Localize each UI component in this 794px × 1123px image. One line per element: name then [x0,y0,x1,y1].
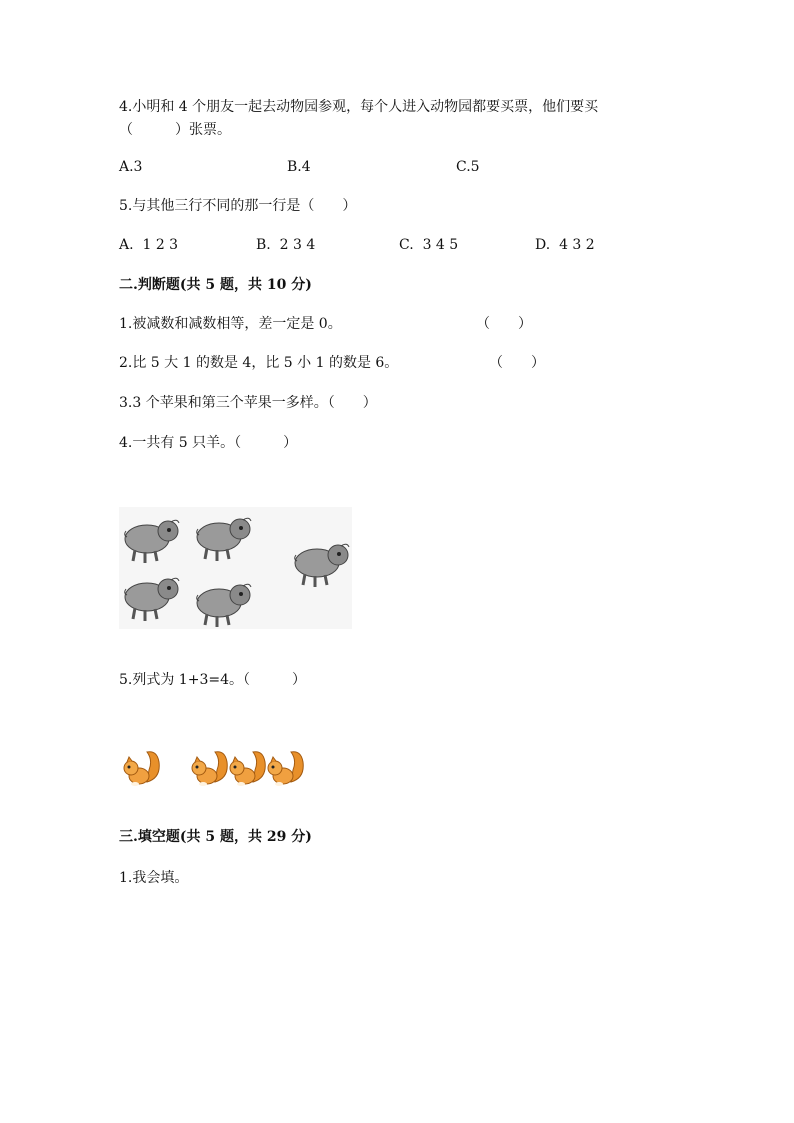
squirrel-icon [230,752,265,786]
q5-stem: 5.与其他三行不同的那一行是（ ） [119,198,357,214]
judge-item-1-answer-blank: （ ） [476,316,532,332]
judge-item-3: 3.3 个苹果和第三个苹果一多样。（ ） [119,395,377,411]
fill-item-1: 1.我会填。 [119,870,189,886]
judge-item-2: 2.比 5 大 1 的数是 4，比 5 小 1 的数是 6。 [119,355,399,371]
sheep-icon [197,584,251,627]
squirrel-icon [268,752,303,786]
squirrel-picture [119,746,309,788]
sheep-icon [197,518,251,561]
squirrel-icon [192,752,227,786]
q5-option-a: A. 1 2 3 [119,237,179,253]
judge-item-5: 5.列式为 1+3=4。（ ） [119,672,306,688]
q5-option-c: C. 3 4 5 [399,237,459,253]
sheep-picture [119,507,352,629]
judge-item-2-answer-blank: （ ） [489,355,545,371]
sheep-icon [295,544,349,587]
q4-stem-line1: 4.小明和 4 个朋友一起去动物园参观，每个人进入动物园都要买票，他们要买 [119,99,599,115]
q4-stem-line2: （ ）张票。 [119,122,231,138]
judge-item-4: 4.一共有 5 只羊。（ ） [119,435,298,451]
q5-option-b: B. 2 3 4 [256,237,316,253]
q5-option-d: D. 4 3 2 [535,237,595,253]
section3-heading: 三.填空题(共 5 题，共 29 分) [119,829,312,845]
q4-option-b: B.4 [287,159,311,175]
q4-option-a: A.3 [119,159,143,175]
sheep-icon [125,520,179,563]
sheep-icon [125,578,179,621]
q4-option-c: C.5 [456,159,480,175]
judge-item-1: 1.被减数和减数相等，差一定是 0。 [119,316,342,332]
section2-heading: 二.判断题(共 5 题，共 10 分) [119,277,312,293]
squirrel-icon [124,752,159,786]
